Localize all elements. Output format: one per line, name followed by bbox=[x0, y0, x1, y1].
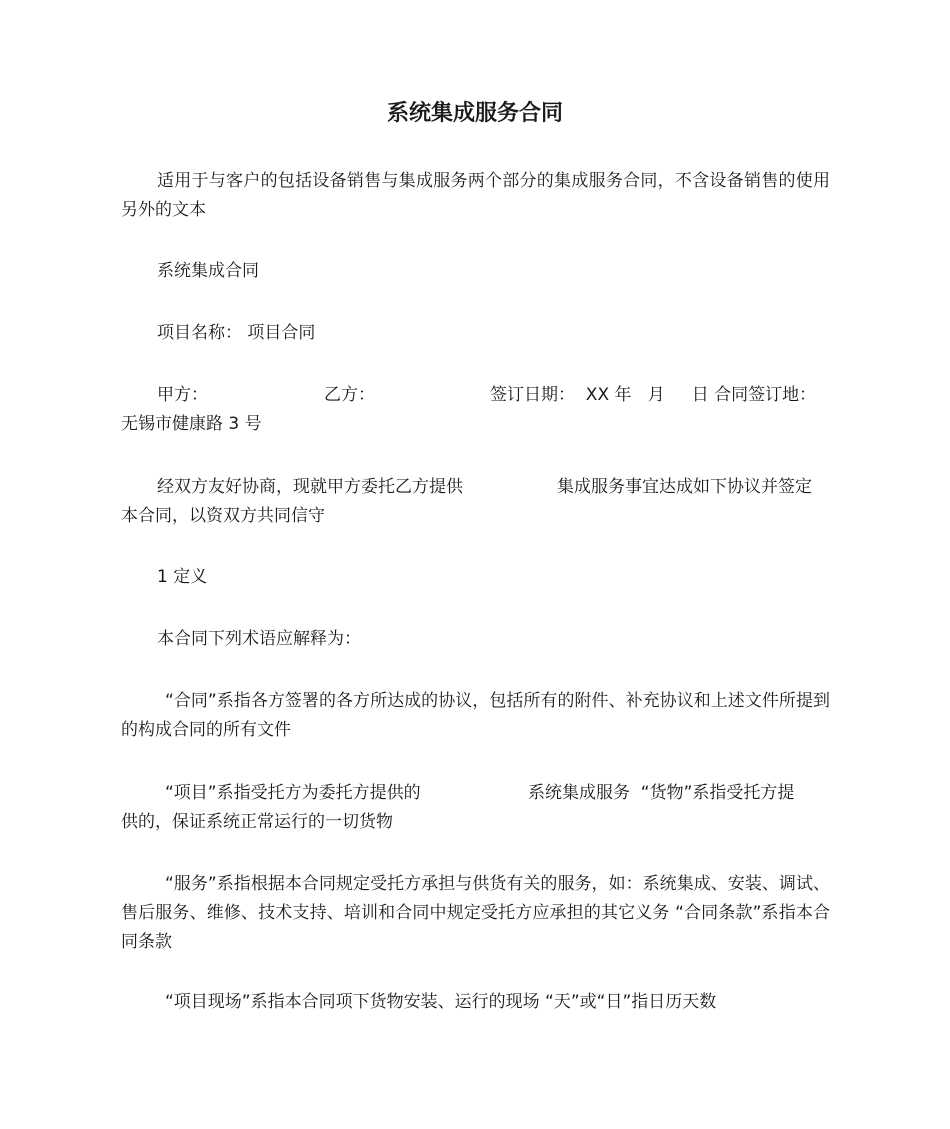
agreement-text-start: 经双方友好协商，现就甲方委托乙方提供 bbox=[157, 477, 463, 497]
definition-contract: “合同”系指各方签署的各方所达成的协议，包括所有的附件、补充协议和上述文件所提到的构成合同的所有文件 bbox=[121, 691, 830, 740]
party-b-label: 乙方： bbox=[324, 385, 375, 405]
definition-project-start: “项目”系指受托方为委托方提供的 bbox=[165, 783, 421, 803]
agreement-text-continued: 集成服务事宜达成如下协议并签定 bbox=[557, 477, 812, 497]
terms-intro: 本合同下列术语应解释为： bbox=[157, 629, 361, 649]
document-title: 系统集成服务合同 bbox=[386, 101, 563, 126]
definition-project-continued: 系统集成服务 “货物”系指受托方提 bbox=[528, 783, 795, 803]
contract-subtitle: 系统集成合同 bbox=[157, 261, 259, 281]
agreement-text-end: 本合同，以资双方共同信守 bbox=[121, 506, 325, 526]
sign-place-value: 无锡市健康路 3 号 bbox=[121, 414, 262, 434]
project-name-line: 项目名称： 项目合同 bbox=[157, 323, 316, 343]
definition-site: “项目现场”系指本合同项下货物安装、运行的现场 “天”或“日”指日历天数 bbox=[165, 992, 717, 1012]
sign-date-label: 签订日期： XX 年 月 日 合同签订地： bbox=[490, 385, 817, 405]
section-heading-definitions: 1 定义 bbox=[157, 567, 208, 587]
definition-goods-end: 供的，保证系统正常运行的一切货物 bbox=[121, 812, 393, 832]
definition-service: “服务”系指根据本合同规定受托方承担与供货有关的服务，如：系统集成、安装、调试、售后服务、维修、技术支持、培训和合同中规定受托方应承担的其它义务 “合同条款”系指本合同条款 bbox=[121, 874, 830, 952]
intro-paragraph: 适用于与客户的包括设备销售与集成服务两个部分的集成服务合同，不含设备销售的使用另外的文本 bbox=[121, 171, 830, 220]
party-a-label: 甲方： bbox=[157, 385, 208, 405]
